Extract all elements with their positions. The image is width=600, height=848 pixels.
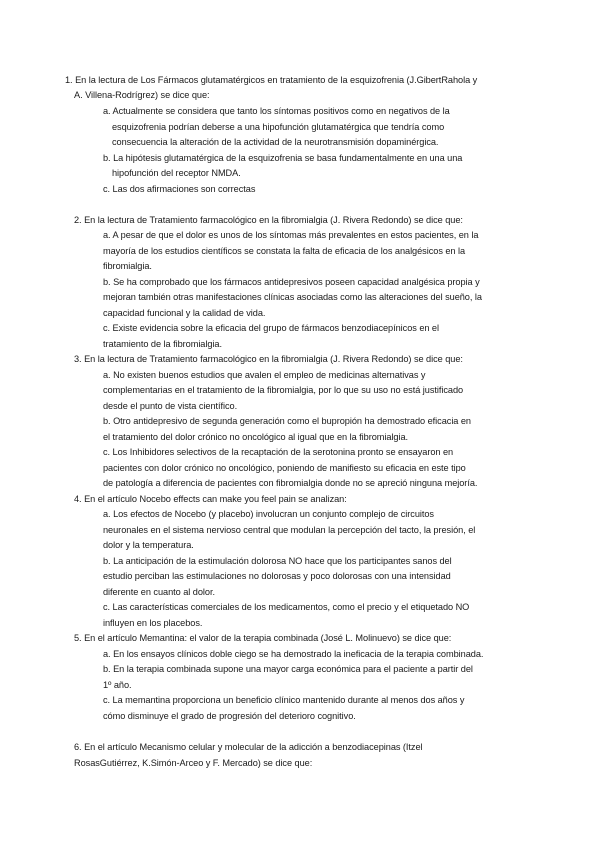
- question-2-option-a-cont: fibromialgia.: [103, 261, 152, 271]
- question-4-option-b: b. La anticipación de la estimulación dolorosa NO hace que los participantes sanos del: [103, 556, 452, 566]
- question-2-option-a-cont: mayoría de los estudios científicos se constata la falta de eficacia de los analgésicos en la: [103, 246, 466, 256]
- question-3-option-c-cont: pacientes con dolor crónico no oncológico, poniendo de manifiesto su eficacia en este tipo: [103, 463, 466, 473]
- question-2-option-a: a. A pesar de que el dolor es unos de los síntomas más prevalentes en estos pacientes, en la: [103, 230, 479, 240]
- question-4-option-b-cont: diferente en cuanto al dolor.: [103, 587, 215, 597]
- question-5-option-c: c. La memantina proporciona un beneficio clínico mantenido durante al menos dos años y: [103, 695, 465, 705]
- question-2-stem: 2. En la lectura de Tratamiento farmacológico en la fibromialgia (J. Rivera Redondo) se dice que:: [74, 215, 463, 225]
- question-4-option-c-cont: influyen en los placebos.: [103, 618, 203, 628]
- question-5-option-c-cont: cómo disminuye el grado de progresión del deterioro cognitivo.: [103, 711, 356, 721]
- question-4-option-b-cont: estudio perciban las estimulaciones no dolorosas y poco dolorosas con una intensidad: [103, 571, 451, 581]
- question-3-option-c-cont: de patología a diferencia de pacientes con fibromialgia donde no se apreció ninguna mejoría.: [103, 478, 478, 488]
- question-3-option-a-cont: complementarias en el tratamiento de la fibromialgia, por lo que su uso no está justificado: [103, 385, 464, 395]
- question-4-option-a-cont: neuronales en el sistema nervioso central que modulan la percepción del tacto, la presión, el: [103, 525, 476, 535]
- question-1-option-a: a. Actualmente se considera que tanto los síntomas positivos como en negativos de la: [103, 106, 450, 116]
- question-2-option-c: c. Existe evidencia sobre la eficacia del grupo de fármacos benzodiacepínicos en el: [103, 323, 439, 333]
- question-1-option-b: b. La hipótesis glutamatérgica de la esquizofrenia se basa fundamentalmente en una una: [103, 153, 463, 163]
- question-2-option-b-cont: capacidad funcional y la calidad de vida.: [103, 308, 266, 318]
- question-1-stem-cont: A. Villena-Rodrígrez) se dice que:: [74, 90, 210, 100]
- question-2-option-c-cont: tratamiento de la fibromialgia.: [103, 339, 222, 349]
- question-5-stem: 5. En el artículo Memantina: el valor de la terapia combinada (José L. Molinuevo) se dice que:: [74, 633, 452, 643]
- question-4-stem: 4. En el artículo Nocebo effects can make you feel pain se analizan:: [74, 494, 347, 504]
- question-3-option-b: b. Otro antidepresivo de segunda generación como el bupropión ha demostrado eficacia en: [103, 416, 471, 426]
- question-5-option-a: a. En los ensayos clínicos doble ciego se ha demostrado la ineficacia de la terapia combinada.: [103, 649, 484, 659]
- question-1-option-a-cont: esquizofrenia podrían deberse a una hipofunción glutamatérgica que tendría como: [112, 122, 445, 132]
- question-4-option-a: a. Los efectos de Nocebo (y placebo) involucran un conjunto complejo de circuitos: [103, 509, 434, 519]
- question-6-stem-cont: RosasGutiérrez, K.Simón-Arceo y F. Mercado) se dice que:: [74, 758, 313, 768]
- question-3-option-a: a. No existen buenos estudios que avalen el empleo de medicinas alternativas y: [103, 370, 426, 380]
- question-1-option-b-cont: hipofunción del receptor NMDA.: [112, 168, 241, 178]
- question-1-option-c: c. Las dos afirmaciones son correctas: [103, 184, 256, 194]
- question-3-option-a-cont: desde el punto de vista científico.: [103, 401, 238, 411]
- question-6-stem: 6. En el artículo Mecanismo celular y molecular de la adicción a benzodiacepinas (Itzel: [74, 742, 423, 752]
- question-3-option-b-cont: el tratamiento del dolor crónico no oncológico al igual que en la fibromialgia.: [103, 432, 409, 442]
- question-4-option-c: c. Las características comerciales de los medicamentos, como el precio y el etiquetado NO: [103, 602, 470, 612]
- question-5-option-b: b. En la terapia combinada supone una mayor carga económica para el paciente a partir del: [103, 664, 473, 674]
- question-1-stem: 1. En la lectura de Los Fármacos glutamatérgicos en tratamiento de la esquizofrenia (J.GibertRahola y: [65, 75, 478, 85]
- question-2-option-b-cont: mejoran también otras manifestaciones clínicas asociadas como las alteraciones del sueño, la: [103, 292, 482, 302]
- question-3-option-c: c. Los Inhibidores selectivos de la recaptación de la serotonina pronto se ensayaron en: [103, 447, 454, 457]
- question-5-option-b-cont: 1º año.: [103, 680, 132, 690]
- question-1-option-a-cont: consecuencia la alteración de la actividad de la neurotransmisión dopaminérgica.: [112, 137, 439, 147]
- question-4-option-a-cont: dolor y la temperatura.: [103, 540, 194, 550]
- question-3-stem: 3. En la lectura de Tratamiento farmacológico en la fibromialgia (J. Rivera Redondo) se dice que:: [74, 354, 463, 364]
- question-2-option-b: b. Se ha comprobado que los fármacos antidepresivos poseen capacidad analgésica propia y: [103, 277, 480, 287]
